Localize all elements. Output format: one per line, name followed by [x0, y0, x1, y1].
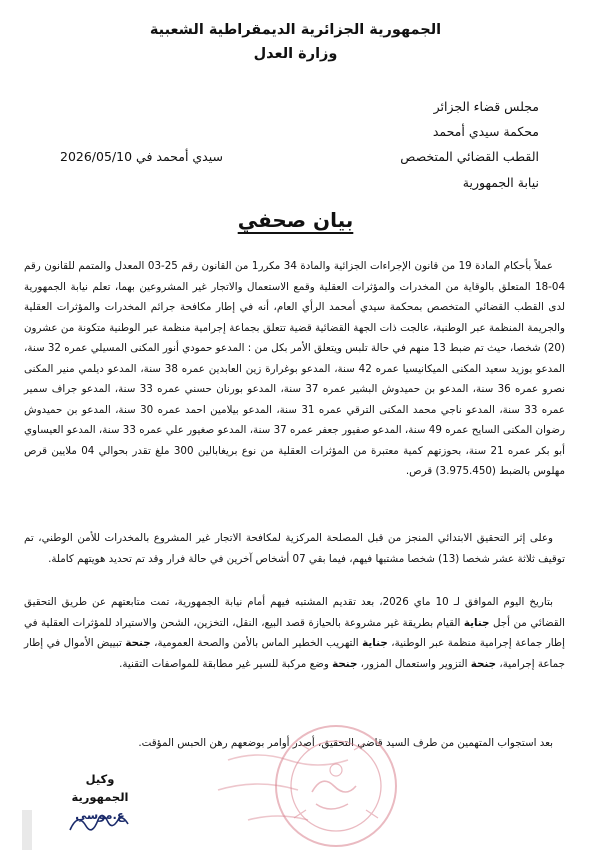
judicial-pole: القطب القضائي المتخصص	[400, 149, 539, 164]
republic-header: الجمهورية الجزائرية الديمقراطية الشعبية	[149, 22, 442, 38]
council-name: مجلس قضاء الجزائر	[433, 99, 539, 114]
paragraph-1-text: عملاً بأحكام المادة 19 من قانون الإجراءات الجزائية والمادة 34 مكرر1 من القانون رقم 25-03 المعدل والمتمم للقانون رقم 04-18 المتعلق بالوقاية من المخدرات والمؤثرات العقلية وقمع الاستعمال والاتجار غير المشروعين بهما، تعلم نيابة الجمهورية لدى القطب القضائي المتخصص بمحكمة سيدي أمحمد الرأي العام، أنه في إطار مكافحة جرائم المخدرات والمؤثرات العقلية والجريمة المنظمة عبر الوطنية، عالجت ذات الجهة القضائية قضية تتعلق بجماعة إجرامية منظمة عبر الوطنية متكونة من عشرون (20) شخصا، حيث تم ضبط 13 منهم في حالة تلبس ويتعلق الأمر بكل من : المدعو حمودي أنور المكنى المسيلي عمره 32 سنة، المدعو بوزيد سعيد المكنى الميكانيسيا عمره 42 سنة، المدعو بوغرارة زين العابدين عمره 38 سنة، المدعو ديلمي منير المكنى نصرو عمره 36 سنة، المدعو بن حميدوش البشير عمره 37 سنة، المدعو بورنان حسني عمره 33 سنة، المدعو جراف سمير عمره 33 سنة، المدعو ناجي محمد المكنى الترقي عمره 31 سنة، المدعو بيلامين احمد عمره 30 سنة، المدعو بن حميدوش رضوان المكنى السايح عمره 49 سنة، المدعو صفيور جعفر عمره 37 سنة، المدعو صغيور علي عمره 33 سنة، المدعو العيساوي أبو بكر عمره 21 سنة، بحوزتهم كمية معتبرة من المؤثرات العقلية من نوع بريغابالين 300 ملغ تقدر بحوالي 04 ملايين قرص مهلوس بالضبط (3.975.450) قرص.	[24, 260, 566, 477]
court-name: محكمة سيدي أمحمد	[432, 124, 539, 139]
paragraph-investigation	[24, 528, 565, 569]
charge-type-1: جناية	[463, 616, 490, 629]
paragraph-2-text: وعلى إثر التحقيق الابتدائي المنجز من قبل المصلحة المركزية لمكافحة الاتجار غير المشروع بالمخدرات للأمن الوطني، تم توقيف ثلاثة عشر شخصا (13) شخصا مشتبها فيهم، فيما بقي 07 أشخاص آخرين في حالة فرار وقد تم تحديد هويتهم كاملة.	[24, 532, 565, 565]
charge-text-2: التهريب الخطير الماس بالأمن والصحة العمومية،	[150, 637, 363, 649]
charges-intro: بتاريخ اليوم الموافق لـ 10 ماي 2026، بعد تقديم المشتبه فيهم أمام نيابة الجمهورية، تمت متابعتهم عن طريق التحقيق القضائي من أجل	[24, 596, 566, 629]
charge-type-4: جنحة	[470, 657, 497, 670]
charge-type-3: جنحة	[125, 637, 151, 649]
signatory-title: وكيل الجمهورية	[71, 772, 129, 804]
charge-text-5: وضع مركبة للسير غير مطابقة للمواصفات التقنية.	[119, 657, 333, 670]
paragraph-legal-basis	[24, 256, 565, 482]
place-and-date: سيدي أمحمد في 2026/05/10	[60, 149, 223, 164]
page-edge-shadow	[22, 810, 32, 850]
charge-text-1: القيام بطريقة غير مشروعة بالحيازة قصد البيع، النقل، التخزين، الشحن والاستيراد للمؤثرات العقلية في إطار جماعة إجرامية منظمة عبر الوطنية،	[24, 616, 565, 649]
charge-text-3: تبييض الأموال في إطار جماعة إجرامية،	[24, 637, 565, 670]
signatory-name: ع.موسي	[75, 808, 125, 822]
paragraph-4-text: بعد استجواب المتهمين من طرف السيد قاضي التحقيق، أصدر أوامر بوضعهم رهن الحبس المؤقت.	[138, 737, 553, 749]
charge-type-5: جنحة	[332, 657, 358, 670]
charge-text-4: التزوير واستعمال المزور،	[357, 657, 471, 670]
charge-type-2: جناية	[362, 637, 388, 649]
ministry-header: وزارة العدل	[253, 46, 338, 62]
document-title-text: بيان صحفي	[237, 208, 354, 232]
paragraph-charges	[24, 592, 565, 674]
official-round-stamp-icon	[208, 700, 400, 850]
prosecution-office: نيابة الجمهورية	[462, 175, 539, 190]
paragraph-3-text	[24, 592, 565, 674]
document-title	[0, 208, 591, 232]
handwritten-signature-icon	[64, 806, 134, 842]
